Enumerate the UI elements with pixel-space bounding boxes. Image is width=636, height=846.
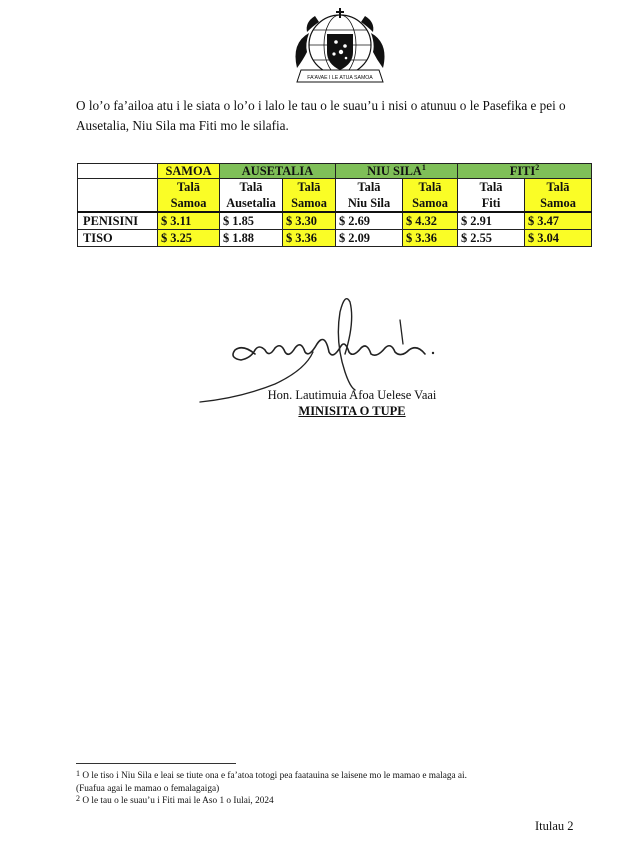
signer-name: Hon. Lautimuia Afoa Uelese Vaai (267, 388, 437, 402)
price-nz-ws: $ 4.32 (403, 212, 458, 230)
footnote-1 (76, 770, 596, 782)
currency-fj-ws-name: Samoa (525, 195, 592, 212)
currency-nz-local: Talā (336, 179, 403, 196)
price-fj-ws: $ 3.04 (525, 230, 592, 247)
country-ausetalia: AUSETALIA (220, 164, 336, 179)
signer-title: MINISITA O TUPE (298, 404, 406, 418)
price-aus-ws: $ 3.36 (283, 230, 336, 247)
footnote-2-text: O le tau o le suau’u i Fiti mai le Aso 1 o Iulai, 2024 (82, 796, 274, 806)
price-aus-ws: $ 3.30 (283, 212, 336, 230)
currency-nz-local-name: Niu Sila (336, 195, 403, 212)
intro-paragraph: O lo’o fa’ailoa atu i le siata o lo’o i lalo le tau o le suau’u i nisi o atunuu o le Pasefika e pei o Ausetalia, Niu Sila ma Fiti mo le silafia. (76, 98, 566, 133)
footnote-1-continuation: (Fuafua agai le mamao o femalagaiga) (76, 784, 220, 794)
country-samoa: SAMOA (158, 164, 220, 179)
country-fiti: FITI$^2$ (458, 164, 592, 179)
price-nz-local: $ 2.69 (336, 212, 403, 230)
currency-nz-ws-name: Samoa (403, 195, 458, 212)
currency-fj-local-name: Fiti (458, 195, 525, 212)
page-number: Itulau 2 (535, 819, 574, 833)
currency-nz-ws: Talā (403, 179, 458, 196)
price-nz-ws: $ 3.36 (403, 230, 458, 247)
corner-cell (78, 164, 158, 179)
currency-fj-local: Talā (458, 179, 525, 196)
price-samoa: $ 3.25 (158, 230, 220, 247)
fuel-price-table (77, 163, 592, 247)
country-niu-sila: NIU SILA$^1$ (336, 164, 458, 179)
price-fj-ws: $ 3.47 (525, 212, 592, 230)
row-label: TISO (78, 230, 158, 247)
row-label: PENISINI (78, 212, 158, 230)
currency-aus-ws: Talā (283, 179, 336, 196)
currency-aus-local-name: Ausetalia (220, 195, 283, 212)
price-nz-local: $ 2.09 (336, 230, 403, 247)
price-row-tiso (78, 230, 592, 247)
currency-header-row-2 (78, 195, 592, 212)
footnote-2-mark: 2 (76, 794, 80, 803)
currency-header-row-1 (78, 179, 592, 196)
price-fj-local: $ 2.55 (458, 230, 525, 247)
currency-aus-local: Talā (220, 179, 283, 196)
coat-of-arms-logo (283, 8, 398, 84)
country-header-row (78, 164, 592, 179)
price-aus-local: $ 1.88 (220, 230, 283, 247)
price-fj-local: $ 2.91 (458, 212, 525, 230)
currency-samoa: Talā (158, 179, 220, 196)
footnote-ref-1: 1 (421, 163, 426, 172)
footnote-ref-2: 2 (535, 163, 540, 172)
footnote-2 (76, 795, 596, 807)
price-aus-local: $ 1.85 (220, 212, 283, 230)
blank-cell (78, 195, 158, 212)
footnote-1-mark: 1 (76, 769, 80, 778)
price-row-penisini (78, 212, 592, 230)
blank-cell (78, 179, 158, 196)
currency-samoa-name: Samoa (158, 195, 220, 212)
footnote-1-text: O le tiso i Niu Sila e leai se tiute ona e fa’atoa totogi pea faatauina se laisene mo le mamao e malaga ai. (82, 771, 467, 781)
footnote-divider (76, 763, 236, 764)
price-samoa: $ 3.11 (158, 212, 220, 230)
currency-aus-ws-name: Samoa (283, 195, 336, 212)
currency-fj-ws: Talā (525, 179, 592, 196)
emblem-motto: FA'AVAE I LE ATUA SAMOA (307, 75, 373, 81)
